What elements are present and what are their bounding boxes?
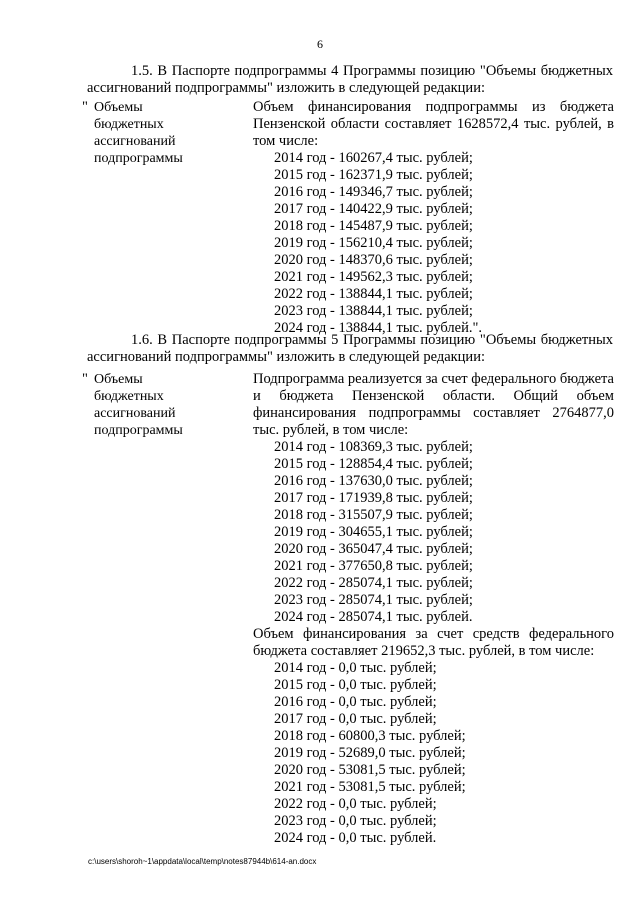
label-line: подпрограммы — [94, 423, 183, 438]
funding-content — [253, 99, 614, 337]
year-entry: 2015 год - 0,0 тыс. рублей; — [274, 677, 437, 693]
funding-intro: Подпрограмма реализуется за счет федерального бюджета и бюджета Пензенской области. Общий объем финансирования подпрограммы составляет 2764877,0 тыс. рублей, в том числе: — [253, 371, 614, 438]
open-quote-mark: " — [82, 99, 88, 115]
year-list — [253, 439, 614, 626]
year-entry: 2024 год - 138844,1 тыс. рублей.". — [274, 320, 482, 336]
year-entry: 2023 год - 0,0 тыс. рублей; — [274, 813, 437, 829]
year-entry: 2021 год - 53081,5 тыс. рублей; — [274, 779, 466, 795]
position-label — [94, 371, 244, 439]
label-line: ассигнований — [94, 406, 176, 421]
paragraph-1-6 — [87, 332, 613, 366]
year-entry: 2023 год - 138844,1 тыс. рублей; — [274, 303, 473, 319]
item-text-1-6: В Паспорте подпрограммы 5 Программы позицию "Объемы бюджетных ассигнований подпрограммы" изложить в следующей редакции: — [87, 332, 614, 365]
funding-section-1-5 — [82, 99, 614, 336]
year-entry: 2017 год - 0,0 тыс. рублей; — [274, 711, 437, 727]
label-line: Объемы — [94, 372, 143, 387]
year-entry: 2016 год - 149346,7 тыс. рублей; — [274, 184, 473, 200]
year-entry: 2018 год - 315507,9 тыс. рублей; — [274, 507, 473, 523]
funding-intro: Объем финансирования подпрограммы из бюджета Пензенской области составляет 1628572,4 тыс. рублей, в том числе: — [253, 99, 614, 149]
open-quote-mark: " — [82, 371, 88, 387]
label-line: подпрограммы — [94, 151, 183, 166]
year-entry: 2020 год - 53081,5 тыс. рублей; — [274, 762, 466, 778]
page-number: 6 — [317, 37, 323, 51]
year-entry: 2022 год - 0,0 тыс. рублей; — [274, 796, 437, 812]
year-entry: 2015 год - 162371,9 тыс. рублей; — [274, 167, 473, 183]
funding-section-1-6 — [82, 371, 614, 846]
year-entry: 2019 год - 156210,4 тыс. рублей; — [274, 235, 473, 251]
label-line: Объемы — [94, 100, 143, 115]
year-entry: 2019 год - 304655,1 тыс. рублей; — [274, 524, 473, 540]
year-entry: 2022 год - 138844,1 тыс. рублей; — [274, 286, 473, 302]
year-entry: 2018 год - 60800,3 тыс. рублей; — [274, 728, 466, 744]
paragraph-1-5 — [87, 63, 613, 97]
year-entry: 2020 год - 365047,4 тыс. рублей; — [274, 541, 473, 557]
label-line: ассигнований — [94, 134, 176, 149]
year-entry: 2017 год - 140422,9 тыс. рублей; — [274, 201, 473, 217]
year-entry: 2019 год - 52689,0 тыс. рублей; — [274, 745, 466, 761]
federal-year-list — [253, 660, 614, 847]
label-line: бюджетных — [94, 117, 164, 132]
file-path-footer: c:\users\shoroh~1\appdata\local\temp\notes87944b\614-an.docx — [88, 857, 317, 866]
year-entry: 2024 год - 285074,1 тыс. рублей. — [274, 609, 473, 625]
federal-funding-intro: Объем финансирования за счет средств федерального бюджета составляет 219652,3 тыс. рублей, в том числе: — [253, 626, 614, 659]
year-entry: 2021 год - 377650,8 тыс. рублей; — [274, 558, 473, 574]
year-entry: 2018 год - 145487,9 тыс. рублей; — [274, 218, 473, 234]
year-list — [253, 150, 614, 337]
item-number-1-5: 1.5. — [131, 63, 153, 79]
year-entry: 2016 год - 0,0 тыс. рублей; — [274, 694, 437, 710]
year-entry: 2022 год - 285074,1 тыс. рублей; — [274, 575, 473, 591]
year-entry: 2021 год - 149562,3 тыс. рублей; — [274, 269, 473, 285]
year-entry: 2023 год - 285074,1 тыс. рублей; — [274, 592, 473, 608]
year-entry: 2015 год - 128854,4 тыс. рублей; — [274, 456, 473, 472]
funding-content — [253, 371, 614, 847]
year-entry: 2014 год - 160267,4 тыс. рублей; — [274, 150, 473, 166]
label-line: бюджетных — [94, 389, 164, 404]
year-entry: 2024 год - 0,0 тыс. рублей. — [274, 830, 437, 846]
year-entry: 2016 год - 137630,0 тыс. рублей; — [274, 473, 473, 489]
position-label — [94, 99, 244, 167]
year-entry: 2014 год - 0,0 тыс. рублей; — [274, 660, 437, 676]
year-entry: 2014 год - 108369,3 тыс. рублей; — [274, 439, 473, 455]
year-entry: 2017 год - 171939,8 тыс. рублей; — [274, 490, 473, 506]
item-text-1-5: В Паспорте подпрограммы 4 Программы позицию "Объемы бюджетных ассигнований подпрограммы" изложить в следующей редакции: — [87, 63, 614, 96]
year-entry: 2020 год - 148370,6 тыс. рублей; — [274, 252, 473, 268]
item-number-1-6: 1.6. — [131, 332, 153, 348]
